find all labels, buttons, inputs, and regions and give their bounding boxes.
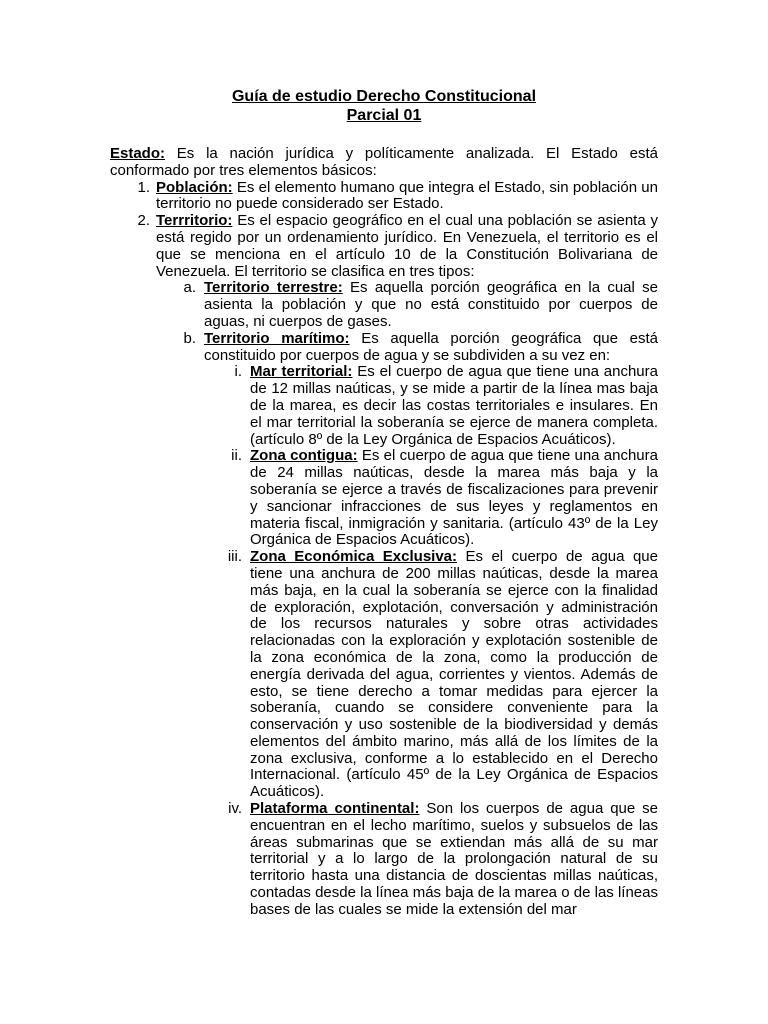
list-marker: b. bbox=[183, 329, 196, 347]
list-marker: 2. bbox=[137, 212, 150, 230]
list-marker: 1. bbox=[137, 178, 150, 196]
list-marker: iv. bbox=[228, 800, 242, 818]
zona-economica-definition: Es el cuerpo de agua que tiene una anchura de 200 millas naúticas, desde la marea más baja, en la cual la soberanía se ejerce con la finalidad de exploración, explotación, conversación y administración de los recursos naturales y sobre otras actividades relacionadas con la exploración y explotación sostenible de la zona económica de la zona, como la producción de energía derivada del agua, corrientes y vientos. Además de esto, se tiene derecho a tomar medidas para ejercer la soberanía, cuando se considere conveniente para la conservación y uso sostenible de la biodiversidad y demás elementos del ámbito marino, más allá de los límites de la zona exclusiva, conforme a lo establecido en el Derecho Internacional. (artículo 45º de la Ley Orgánica de Espacios Acuáticos). bbox=[250, 548, 658, 801]
territorio-terrestre-term: Territorio terrestre: bbox=[204, 279, 343, 297]
mar-territorial-term: Mar territorial: bbox=[250, 363, 353, 381]
zona-contigua-definition: Es el cuerpo de agua que tiene una anchura de 24 millas naúticas, desde la marea más baja y la soberanía se ejerce a través de fiscalizaciones para prevenir y sancionar infracciones de sus leyes y reglamentos en materia fiscal, inmigración y sanitaria. (artículo 43º de la Ley Orgánica de Espacios Acuáticos). bbox=[250, 447, 658, 549]
estado-definition: Es la nación jurídica y políticamente analizada. El Estado está conformado por tres elementos básicos: bbox=[110, 145, 658, 179]
list-marker: iii. bbox=[227, 548, 242, 566]
zona-economica-term: Zona Económica Exclusiva: bbox=[250, 548, 458, 566]
list-item-plataforma-continental bbox=[228, 800, 658, 919]
territory-types-list bbox=[156, 280, 658, 918]
poblacion-term: Población: bbox=[156, 178, 233, 196]
poblacion-definition: Es el elemento humano que integra el Estado, sin población un territorio no puede considerado ser Estado. bbox=[156, 178, 658, 213]
territorio-maritimo-definition: Es aquella porción geográfica que está constituido por cuerpos de agua y se subdividen a su vez en: bbox=[204, 329, 658, 364]
mar-territorial-definition: Es el cuerpo de agua que tiene una anchura de 12 millas naúticas, y se mide a partir de la línea mas baja de la marea, es decir las costas territoriales e insulares. En el mar territorial la soberanía se ejerce de manera completa. (artículo 8º de la Ley Orgánica de Espacios Acuáticos). bbox=[250, 363, 658, 448]
document-body bbox=[110, 146, 658, 919]
list-item-poblacion bbox=[137, 178, 658, 214]
plataforma-continental-term: Plataforma continental: bbox=[250, 800, 420, 818]
territorio-terrestre-definition: Es aquella porción geográfica en la cual se asienta la población y que no está constituido por cuerpos de aguas, ni cuerpos de gases. bbox=[204, 279, 659, 330]
title-line-2: Parcial 01 bbox=[346, 107, 422, 124]
list-item-territorio-terrestre bbox=[183, 279, 659, 330]
list-marker: a. bbox=[183, 279, 196, 297]
intro-paragraph bbox=[110, 146, 658, 180]
list-marker: ii. bbox=[231, 447, 242, 465]
plataforma-continental-definition: Son los cuerpos de agua que se encuentran en el lecho marítimo, suelos y subsuelos de las áreas submarinas que se extiendan más allá de su mar territorial y a lo largo de la prolongación natural de su territorio hasta una distancia de doscientas millas naúticas, contadas desde la línea más baja de la marea o de las líneas bases de las cuales se mide la extensión del mar bbox=[250, 800, 658, 918]
list-item-territorio-maritimo bbox=[183, 329, 658, 919]
document-title bbox=[0, 87, 768, 125]
list-marker: i. bbox=[234, 363, 242, 381]
maritime-zones-list bbox=[204, 364, 658, 918]
territorio-definition: Es el espacio geográfico en el cual una población se asienta y está regido por un ordenamiento jurídico. En Venezuela, el territorio es el que se menciona en el artículo 10 de la Constitución Bolivariana de Venezuela. El territorio se clasifica en tres tipos: bbox=[156, 212, 658, 280]
elements-list bbox=[110, 180, 658, 919]
list-item-zona-economica-exclusiva bbox=[227, 548, 658, 801]
estado-term: Estado: bbox=[110, 145, 166, 162]
territorio-term: Terrritorio: bbox=[156, 212, 233, 230]
list-item-mar-territorial bbox=[234, 363, 658, 448]
territorio-maritimo-term: Territorio marítimo: bbox=[204, 329, 350, 347]
list-item-territorio bbox=[137, 212, 659, 918]
title-line-1: Guía de estudio Derecho Constitucional bbox=[231, 88, 537, 105]
list-item-zona-contigua bbox=[231, 447, 658, 549]
zona-contigua-term: Zona contigua: bbox=[250, 447, 358, 465]
